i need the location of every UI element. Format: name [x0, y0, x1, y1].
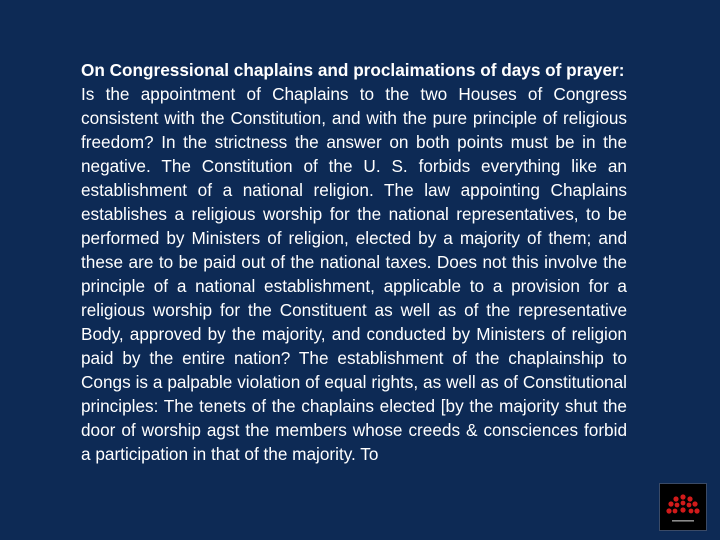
slide-heading: On Congressional chaplains and proclaimations of days of prayer:: [81, 60, 625, 80]
logo: [659, 483, 707, 531]
red-dots-arc-logo-icon: [660, 484, 706, 530]
slide-text-block: [81, 58, 627, 466]
slide-body-text: Is the appointment of Chaplains to the two Houses of Congress consistent with the Constitution, and with the pure principle of religious freedom? In the strictness the answer on both points must be in the negative. The Constitution of the U. S. forbids everything like an establishment of a national religion. The law appointing Chaplains establishes a religious worship for the national representatives, to be performed by Ministers of religion, elected by a majority of them; and these are to be paid out of the national taxes. Does not this involve the principle of a national establishment, applicable to a provision for a religious worship for the Constituent as well as of the representative Body, approved by the majority, and conducted by Ministers of religion paid by the entire nation? The establishment of the chaplainship to Congs is a palpable violation of equal rights, as well as of Constitutional principles: The tenets of the chaplains elected [by the majority shut the door of worship agst the members whose creeds & consciences forbid a participation in that of the majority. To: [81, 84, 627, 464]
